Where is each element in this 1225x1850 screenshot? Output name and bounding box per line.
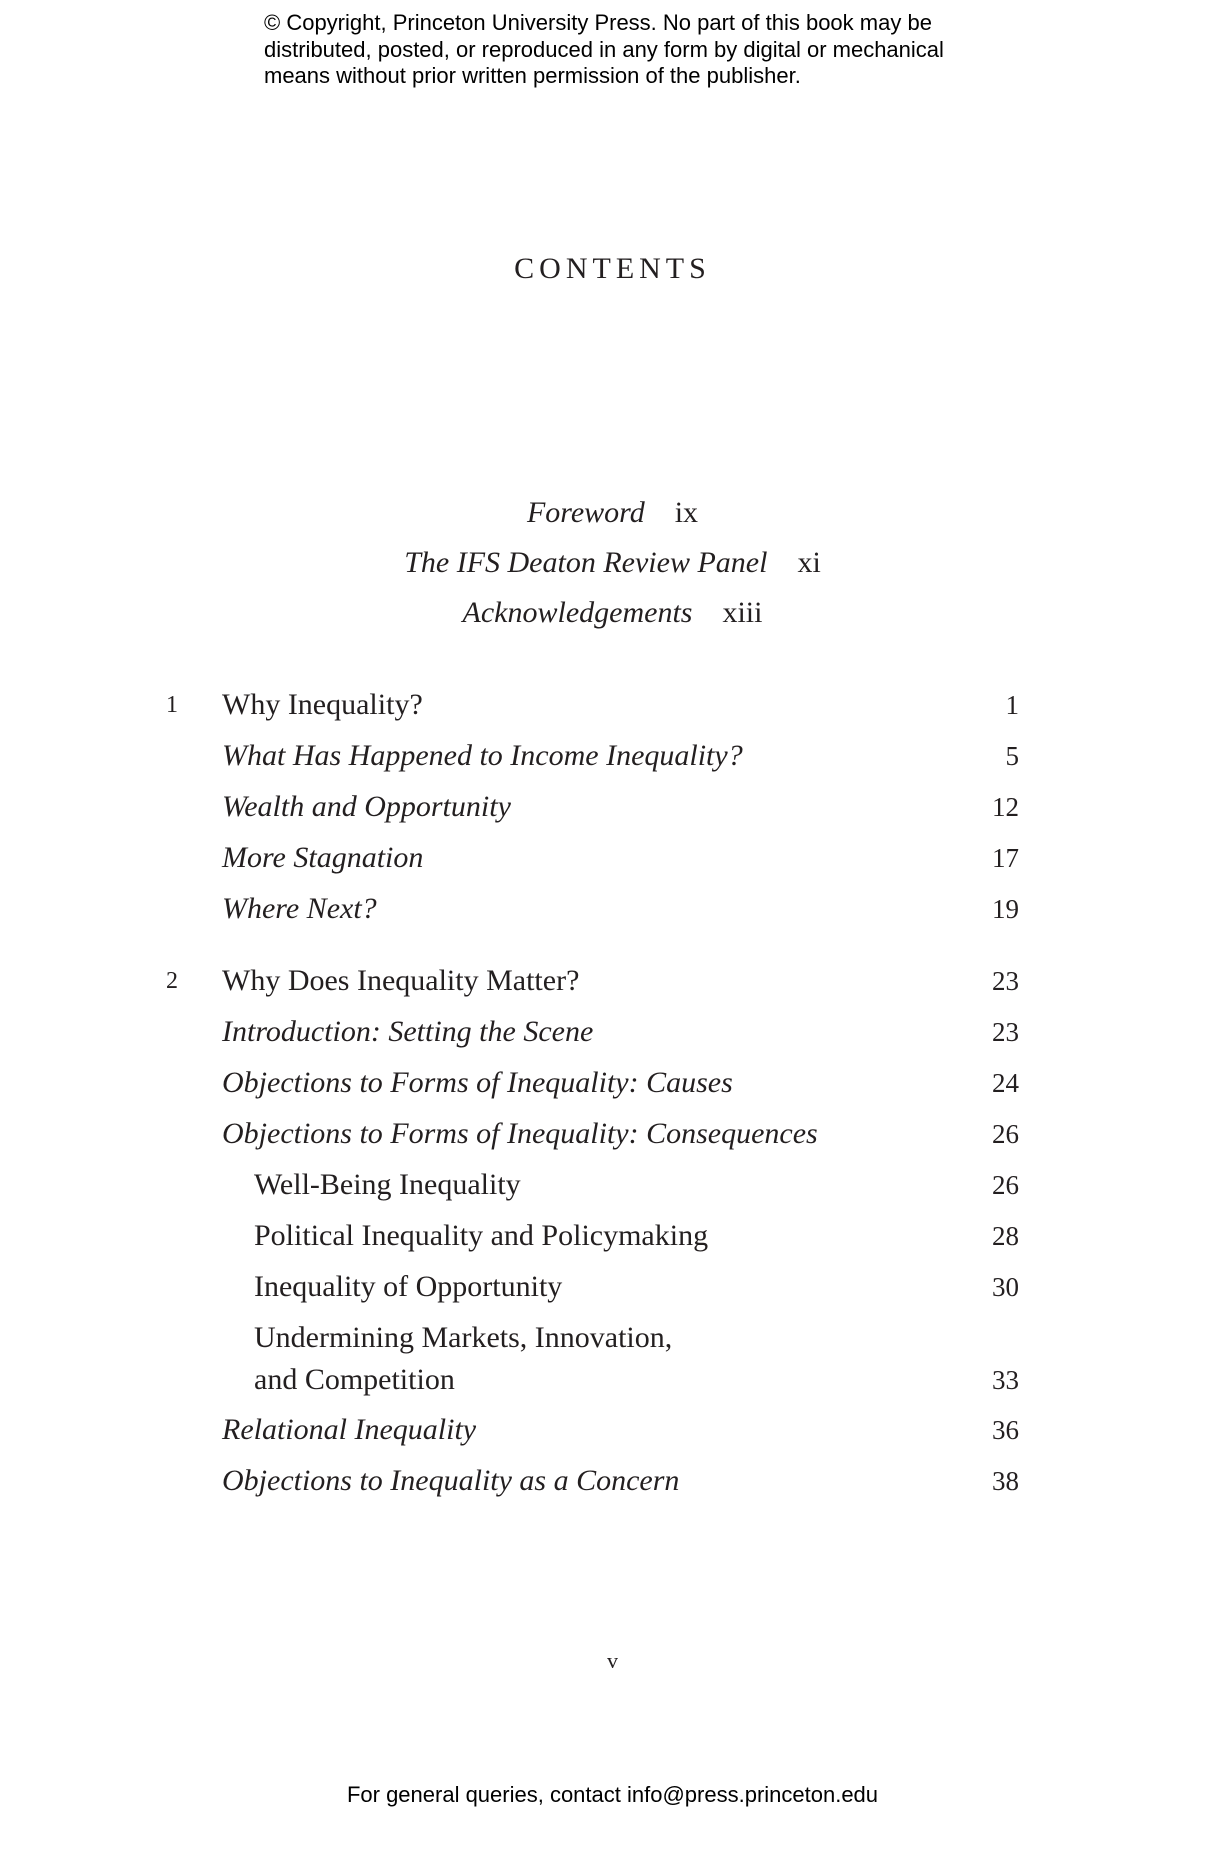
toc-section	[0, 838, 1225, 878]
footer-contact: For general queries, contact info@press.princeton.edu	[346, 1782, 879, 1807]
section-page: 12	[992, 792, 1019, 822]
chapter-number: 1	[166, 692, 178, 718]
toc-front-entry	[0, 496, 1225, 530]
subsection-page: 30	[992, 1272, 1019, 1302]
toc-front-title: Acknowledgements	[462, 596, 693, 629]
toc-section	[0, 889, 1225, 929]
section-title: What Has Happened to Income Inequality?	[222, 739, 743, 772]
subsection-title: Inequality of Opportunity	[254, 1270, 563, 1303]
chapter-page: 23	[992, 966, 1019, 996]
copyright-line-2: distributed, posted, or reproduced in any form by digital or mechanical	[264, 36, 944, 62]
toc-front-page: xiii	[722, 596, 763, 629]
section-page: 19	[992, 894, 1019, 924]
chapter-title: Why Inequality?	[222, 688, 423, 721]
subsection-title: Political Inequality and Policymaking	[254, 1219, 709, 1252]
subsection-page: 28	[992, 1221, 1019, 1251]
toc-section	[0, 787, 1225, 827]
section-page: 36	[992, 1415, 1019, 1445]
toc-front-entry	[0, 546, 1225, 580]
toc-section	[0, 1461, 1225, 1501]
toc-subsection	[0, 1267, 1225, 1307]
subsection-title: Well-Being Inequality	[254, 1168, 521, 1201]
subsection-title: Undermining Markets, Innovation,	[254, 1321, 673, 1354]
subsection-page: 33	[992, 1365, 1019, 1395]
chapter-title: Why Does Inequality Matter?	[222, 964, 580, 997]
section-title: Objections to Inequality as a Concern	[222, 1464, 680, 1497]
toc-section	[0, 736, 1225, 776]
section-page: 23	[992, 1017, 1019, 1047]
section-page: 5	[1005, 741, 1019, 771]
section-page: 24	[992, 1068, 1019, 1098]
toc-subsection	[0, 1216, 1225, 1256]
copyright-line-3: means without prior written permission of the publisher.	[264, 63, 801, 88]
toc-front-title: The IFS Deaton Review Panel	[404, 546, 768, 579]
section-title: Objections to Forms of Inequality: Causes	[222, 1066, 733, 1099]
section-title: More Stagnation	[222, 841, 424, 874]
chapter-page: 1	[1005, 690, 1019, 720]
subsection-title: and Competition	[254, 1363, 455, 1396]
toc-front-title: Foreword	[526, 496, 645, 529]
toc-chapter-1	[0, 685, 1225, 725]
section-title: Relational Inequality	[222, 1413, 477, 1446]
section-page: 26	[992, 1119, 1019, 1149]
section-title: Where Next?	[222, 892, 377, 925]
subsection-page: 26	[992, 1170, 1019, 1200]
page-title: CONTENTS	[514, 252, 711, 285]
toc-front-page: ix	[674, 496, 699, 529]
toc-section	[0, 1410, 1225, 1450]
copyright-notice	[264, 10, 984, 90]
section-page: 38	[992, 1466, 1019, 1496]
section-page: 17	[992, 843, 1019, 873]
toc-front-entry	[0, 596, 1225, 630]
section-title: Objections to Forms of Inequality: Consequences	[222, 1117, 818, 1150]
section-title: Introduction: Setting the Scene	[222, 1015, 594, 1048]
toc-subsection	[0, 1318, 1225, 1358]
page-number: v	[607, 1648, 618, 1673]
toc-subsection	[0, 1165, 1225, 1205]
toc-section	[0, 1114, 1225, 1154]
toc-section	[0, 1012, 1225, 1052]
toc-subsection	[0, 1360, 1225, 1400]
toc-section	[0, 1063, 1225, 1103]
toc-front-page: xi	[797, 546, 821, 579]
copyright-line-1: © Copyright, Princeton University Press. No part of this book may be	[264, 10, 932, 35]
section-title: Wealth and Opportunity	[222, 790, 511, 823]
toc-chapter-2	[0, 961, 1225, 1001]
chapter-number: 2	[166, 968, 178, 994]
